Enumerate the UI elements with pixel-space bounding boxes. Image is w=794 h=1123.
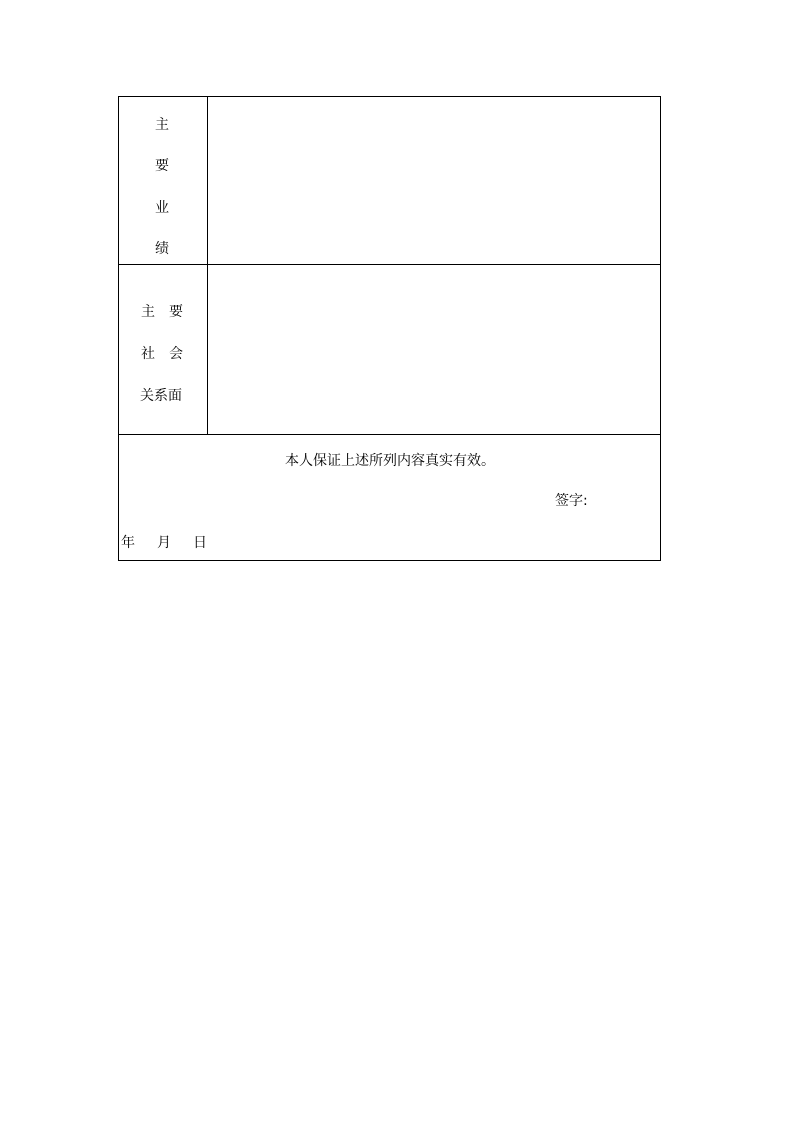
signature-label: 签字:: [555, 493, 588, 509]
relations-label-char-1: 主: [141, 304, 155, 320]
declaration-statement: 本人保证上述所列内容真实有效。: [285, 453, 495, 469]
achievements-label-char-3: 业: [155, 200, 169, 216]
achievements-label-char-1: 主: [155, 117, 169, 133]
relations-label-cell: [119, 265, 208, 434]
achievements-content-cell[interactable]: [208, 97, 660, 264]
date-year-label: 年: [121, 535, 135, 551]
date-day-label: 日: [193, 535, 207, 551]
relations-label-char-4: 会: [169, 346, 183, 362]
relations-content-cell[interactable]: [208, 265, 660, 434]
date-month-label: 月: [157, 535, 171, 551]
relations-row: [119, 265, 660, 435]
achievements-label-cell: [119, 97, 208, 264]
declaration-row: [119, 435, 660, 560]
achievements-label-char-4: 绩: [155, 241, 169, 257]
personal-info-form-table: [118, 96, 661, 561]
relations-label-char-3: 社: [141, 346, 155, 362]
achievements-row: [119, 97, 660, 265]
relations-label-line-3: 关系面: [140, 388, 182, 404]
relations-label-char-2: 要: [169, 304, 183, 320]
achievements-label-char-2: 要: [155, 158, 169, 174]
